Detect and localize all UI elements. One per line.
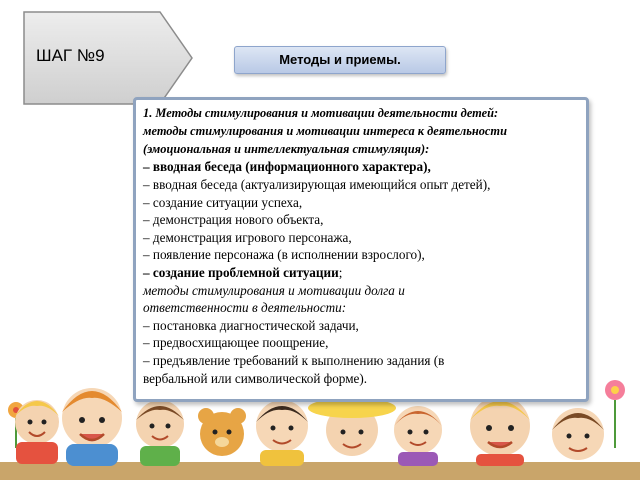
- duty-heading-line-1: методы стимулирования и мотивации долга и: [143, 282, 405, 298]
- list-item: – вводная беседа (актуализирующая имеющийся опыт детей),: [143, 176, 491, 192]
- list-item: – постановка диагностической задачи,: [143, 317, 359, 333]
- list-item: – появление персонажа (в исполнении взрослого),: [143, 247, 425, 263]
- heading-line-3: (эмоциональная и интеллектуальная стимуляция):: [143, 141, 430, 156]
- heading-line-2: методы стимулирования и мотивации интереса к деятельности: [143, 123, 507, 138]
- methods-content-box: [133, 97, 589, 402]
- list-item: – предъявление требований к выполнению задания (в: [143, 352, 445, 368]
- problem-situation-tail: ;: [338, 264, 343, 280]
- section-title: Методы и приемы.: [234, 46, 446, 74]
- list-item: вербальной или символической форме).: [143, 370, 368, 386]
- list-item: – вводная беседа (информационного характера),: [143, 159, 431, 175]
- duty-heading-line-2: ответственности в деятельности:: [143, 300, 347, 316]
- problem-situation-text: – создание проблемной ситуации: [143, 264, 339, 280]
- problem-situation-item: [143, 264, 580, 282]
- list-item: – предвосхищающее поощрение,: [143, 335, 329, 351]
- flower-right: [605, 380, 625, 448]
- list-item: – демонстрация игрового персонажа,: [143, 229, 352, 245]
- list-item: – демонстрация нового объекта,: [143, 212, 324, 228]
- step-label: ШАГ №9: [36, 46, 105, 65]
- list-item: – создание ситуации успеха,: [143, 194, 303, 210]
- heading-line-1: 1. Методы стимулирования и мотивации деятельности детей:: [143, 106, 499, 120]
